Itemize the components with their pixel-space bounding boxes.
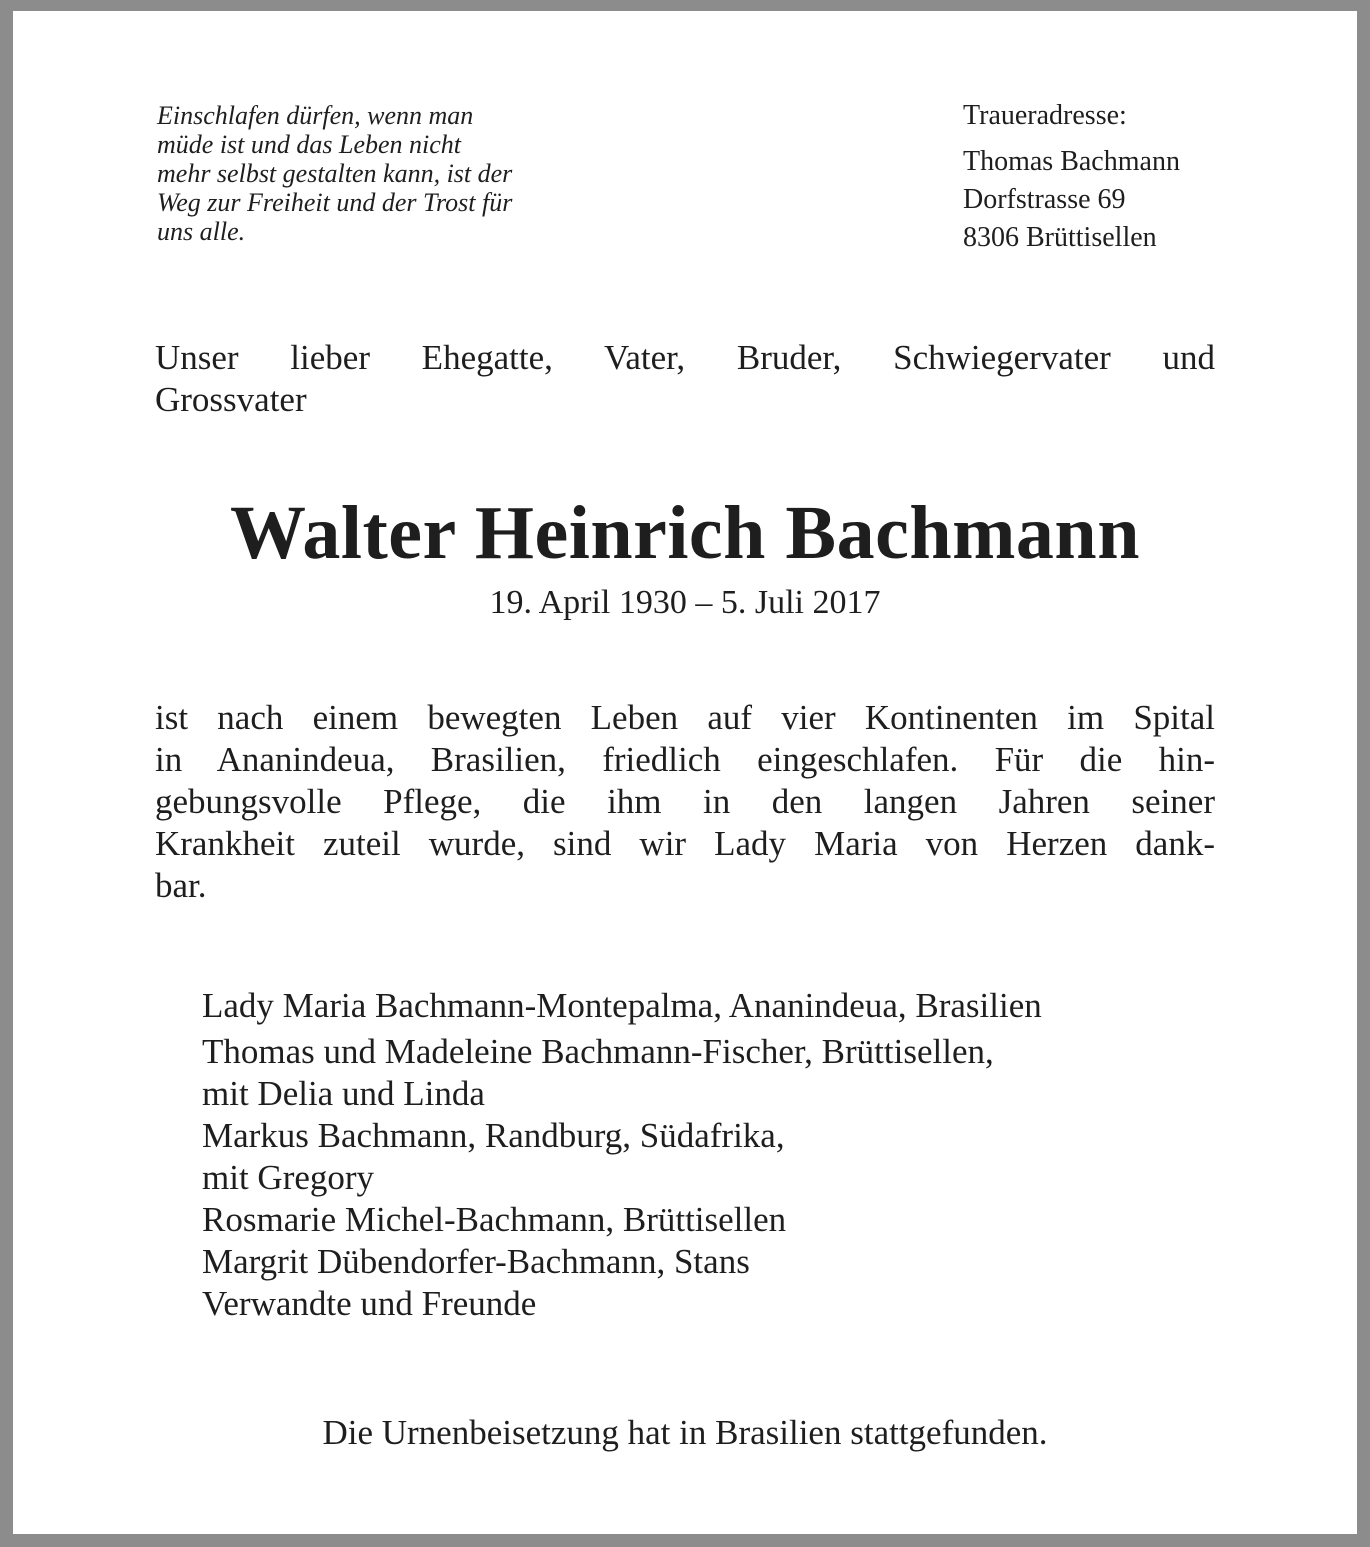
- quote-block: [157, 101, 597, 246]
- mourner-line: Lady Maria Bachmann-Montepalma, Ananindeua, Brasilien: [202, 986, 1042, 1025]
- quote-line: müde ist und das Leben nicht: [157, 130, 462, 159]
- address-label: Traueradresse:: [963, 100, 1127, 131]
- address-name: Thomas Bachmann: [963, 146, 1180, 177]
- mourner-line: mit Delia und Linda: [202, 1074, 485, 1113]
- life-dates: 19. April 1930 – 5. Juli 2017: [489, 584, 881, 621]
- obituary-line: Krankheit zuteil wurde, sind wir Lady Maria von Herzen dank-: [155, 824, 1215, 863]
- mourning-address: [963, 97, 1180, 257]
- quote-line: Einschlafen dürfen, wenn man: [157, 101, 474, 130]
- obituary-line: gebungsvolle Pflege, die ihm in den langen Jahren seiner: [155, 782, 1215, 821]
- quote-line: Weg zur Freiheit und der Trost für: [157, 188, 513, 217]
- intro-text: [155, 337, 1215, 421]
- obituary-line: bar.: [155, 866, 207, 905]
- obituary-page: [13, 11, 1357, 1534]
- mourner-line: Thomas und Madeleine Bachmann-Fischer, Brüttisellen,: [202, 1032, 994, 1071]
- burial-note: Die Urnenbeisetzung hat in Brasilien stattgefunden.: [322, 1413, 1048, 1452]
- deceased-name: Walter Heinrich Bachmann: [230, 491, 1140, 575]
- mourner-line: Verwandte und Freunde: [202, 1284, 537, 1323]
- mourner-line: mit Gregory: [202, 1158, 375, 1197]
- mourner-line: Markus Bachmann, Randburg, Südafrika,: [202, 1116, 785, 1155]
- mourners-list: [202, 985, 1232, 1325]
- address-city: 8306 Brüttisellen: [963, 222, 1157, 253]
- quote-line: uns alle.: [157, 217, 246, 246]
- intro-line-2: Grossvater: [155, 380, 307, 419]
- mourner-line: Margrit Dübendorfer-Bachmann, Stans: [202, 1242, 750, 1281]
- obituary-line: ist nach einem bewegten Leben auf vier Kontinenten im Spital: [155, 698, 1215, 737]
- mourner-line: Rosmarie Michel-Bachmann, Brüttisellen: [202, 1200, 787, 1239]
- obituary-text: [155, 697, 1215, 907]
- obituary-line: in Ananindeua, Brasilien, friedlich eingeschlafen. Für die hin-: [155, 740, 1215, 779]
- address-street: Dorfstrasse 69: [963, 184, 1126, 215]
- quote-line: mehr selbst gestalten kann, ist der: [157, 159, 513, 188]
- intro-line-1: Unser lieber Ehegatte, Vater, Bruder, Schwiegervater und: [155, 338, 1215, 377]
